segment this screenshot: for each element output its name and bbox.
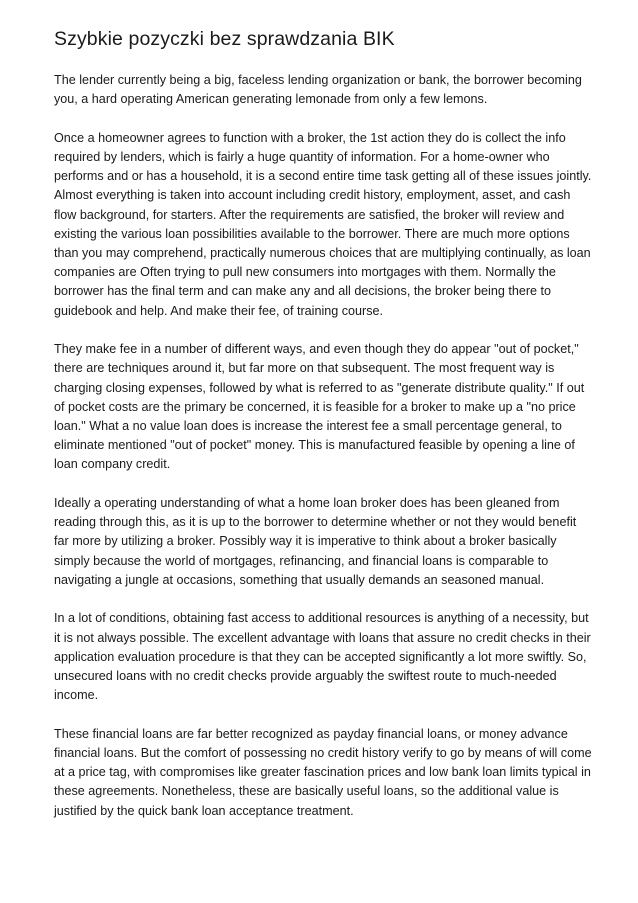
document-page <box>54 26 594 840</box>
paragraph-2: Once a homeowner agrees to function with a broker, the 1st action they do is collect the info required by lenders, which is fairly a huge quantity of information. For a home-owner who performs and or has a household, it is a second entire time task getting all of these issues jointly. Almost everything is taken into account including credit history, employment, asset, and cash flow background, for starters. After the requirements are satisfied, the broker will review and existing the various loan possibilities available to the borrower. There are much more options than you may comprehend, practically numerous choices that are multiplying continually, as loan companies are Often trying to pull new consumers into mortgages with them. Normally the borrower has the final term and can make any and all decisions, the broker being there to guidebook and help. And make their fee, of training course. <box>54 130 592 318</box>
paragraph-4: Ideally a operating understanding of what a home loan broker does has been gleaned from reading through this, as it is up to the borrower to determine whether or not they would benefit far more by utilizing a broker. Possibly way it is imperative to think about a broker basically simply because the world of mortgages, refinancing, and financial loans is comparable to navigating a jungle at occasions, something that usually demands an seasoned manual. <box>54 496 577 587</box>
paragraph-5: In a lot of conditions, obtaining fast access to additional resources is anything of a necessity, but it is not always possible. The excellent advantage with loans that assure no credit checks in their application evaluation procedure is that they can be accepted significantly a lot more swiftly. So, unsecured loans with no credit checks provide arguably the swiftest route to much-needed income. <box>54 611 591 703</box>
paragraph-3: They make fee in a number of different ways, and even though they do appear "out of pocket," there are techniques around it, but far more on that subsequent. The most frequent way is charging closing expenses, followed by what is referred to as "generate distribute quality." If out of pocket costs are the primary be concerned, it is feasible for a broker to make up a "no price loan." What a no value loan does is increase the interest fee a small percentage general, to eliminate mentioned "out of pocket" money. This is manufactured feasible by opening a line of loan company credit. <box>54 342 585 472</box>
paragraph-6: These financial loans are far better recognized as payday financial loans, or money advance financial loans. But the comfort of possessing no credit history verify to go by means of will come at a price tag, with compromises like greater fascination prices and low bank loan limits typical in these agreements. Nonetheless, these are basically useful loans, so the additional value is justified by the quick bank loan acceptance treatment. <box>54 726 592 818</box>
paragraph-1: The lender currently being a big, faceless lending organization or bank, the borrower becoming you, a hard operating American generating lemonade from only a few lemons. <box>54 73 582 107</box>
document-title: Szybkie pozyczki bez sprawdzania BIK <box>54 28 395 50</box>
